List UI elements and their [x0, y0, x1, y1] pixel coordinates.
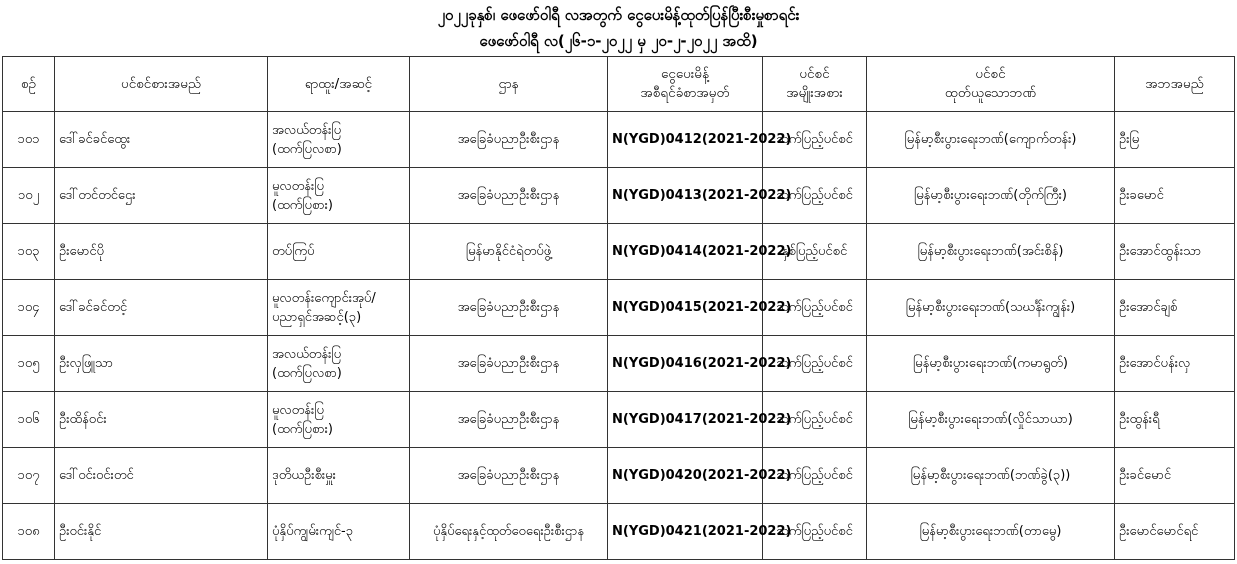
header-father-name: အဘအမည် [1115, 57, 1235, 112]
table-header-row [3, 57, 1235, 112]
title-line-2: ဖေဖော်ဝါရီ လ(၂၆-၁-၂၀၂၂ မှ ၂၀-၂-၂၀၂၂ အထိ) [479, 32, 758, 50]
rank-cell [268, 448, 410, 504]
table-body [3, 112, 1235, 560]
pension-type: သက်ပြည့်ပင်စင် [763, 336, 867, 392]
header-pension-type [763, 57, 867, 112]
header-order-no-line2: အစီရင်ခံစာအမှတ် [640, 85, 730, 101]
payment-order-number: N(YGD)0416(2021-2022) [608, 336, 763, 392]
bank: မြန်မာ့စီးပွားရေးဘဏ်(လှိုင်သာယာ) [867, 392, 1115, 448]
pensioner-name: ဒေါ်ခင်ခင်တင့် [55, 280, 268, 336]
header-pension-type-line1: ပင်စင် [799, 66, 830, 82]
pension-type: သက်ပြည့်ပင်စင် [763, 448, 867, 504]
pensioner-name: ဒေါ်တင်တင်ဌေး [55, 168, 268, 224]
rank-line1: မူလတန်းပြ [272, 402, 324, 418]
rank-cell [268, 392, 410, 448]
department: ပုံနှိပ်ရေးနှင့်ထုတ်ဝေရေးဦးစီးဌာန [410, 504, 608, 560]
rank-line2: (ထက်ပြစား) [272, 421, 333, 437]
rank-cell [268, 224, 410, 280]
table-row [3, 504, 1235, 560]
father-name: ဦးခမောင် [1115, 168, 1235, 224]
rank-cell [268, 112, 410, 168]
father-name: ဦးမောင်မောင်ရင် [1115, 504, 1235, 560]
father-name: ဦးအောင်ချစ် [1115, 280, 1235, 336]
rank-line1: မူလတန်းကျောင်းအုပ်/ [272, 290, 376, 306]
pensioner-name: ဦးမောင်ပို [55, 224, 268, 280]
payment-order-number: N(YGD)0412(2021-2022) [608, 112, 763, 168]
payment-order-number: N(YGD)0421(2021-2022) [608, 504, 763, 560]
header-bank-line2: ထုတ်ယူသောဘဏ် [944, 85, 1037, 101]
pension-type: သက်ပြည့်ပင်စင် [763, 280, 867, 336]
row-number: ၁၀၁ [3, 112, 55, 168]
row-number: ၁၀၅ [3, 336, 55, 392]
table-row [3, 224, 1235, 280]
table-row [3, 448, 1235, 504]
table-row [3, 336, 1235, 392]
header-bank [867, 57, 1115, 112]
payment-order-number: N(YGD)0413(2021-2022) [608, 168, 763, 224]
father-name: ဦးထွန်းရီ [1115, 392, 1235, 448]
table-row [3, 392, 1235, 448]
rank-cell [268, 504, 410, 560]
row-number: ၁၀၈ [3, 504, 55, 560]
rank-line2: (ထက်ပြလစာ) [272, 365, 342, 381]
rank-line1: အလယ်တန်းပြ [272, 346, 342, 362]
title-line-1: ၂၀၂၂ခုနှစ်၊ ဖေဖော်ဝါရီ လအတွက် ငွေပေးမိန့်ထုတ်ပြန်ပြီးစီးမှုစာရင်း [437, 6, 800, 24]
document-title [0, 0, 1237, 56]
row-number: ၁၀၇ [3, 448, 55, 504]
rank-line1: တပ်ကြပ် [272, 244, 315, 259]
department: အခြေခံပညာဦးစီးဌာန [410, 448, 608, 504]
header-no: စဉ် [3, 57, 55, 112]
rank-line1: ပုံနှိပ်ကျွမ်းကျင်-၃ [272, 524, 354, 539]
pension-type: သက်ပြည့်ပင်စင် [763, 168, 867, 224]
rank-line2: (ထက်ပြစား) [272, 197, 333, 213]
payment-order-number: N(YGD)0417(2021-2022) [608, 392, 763, 448]
rank-line2: ပညာရှင်အဆင့်(၃) [272, 309, 362, 325]
pensioner-name: ဦးထိန်ဝင်း [55, 392, 268, 448]
pensioner-name: ဒေါ်ဝင်းဝင်းတင် [55, 448, 268, 504]
header-order-no [608, 57, 763, 112]
pension-type: သက်ပြည့်ပင်စင် [763, 112, 867, 168]
header-pension-type-line2: အမျိုးအစား [786, 85, 843, 101]
department: မြန်မာနိုင်ငံရဲတပ်ဖွဲ့ [410, 224, 608, 280]
bank: မြန်မာ့စီးပွားရေးဘဏ်(သဃင်္န်းကျွန်း) [867, 280, 1115, 336]
rank-line1: အလယ်တန်းပြ [272, 122, 342, 138]
bank: မြန်မာ့စီးပွားရေးဘဏ်(ကမာရွတ်) [867, 336, 1115, 392]
pension-type: သက်ပြည့်ပင်စင် [763, 392, 867, 448]
table-row [3, 112, 1235, 168]
rank-cell [268, 168, 410, 224]
department: အခြေခံပညာဦးစီးဌာန [410, 336, 608, 392]
header-rank: ရာထူး/အဆင့် [268, 57, 410, 112]
pension-register-table [2, 56, 1235, 560]
bank: မြန်မာ့စီးပွားရေးဘဏ်(ကျောက်တန်း) [867, 112, 1115, 168]
header-department: ဌာန [410, 57, 608, 112]
row-number: ၁၀၃ [3, 224, 55, 280]
department: အခြေခံပညာဦးစီးဌာန [410, 280, 608, 336]
rank-cell [268, 336, 410, 392]
department: အခြေခံပညာဦးစီးဌာန [410, 392, 608, 448]
row-number: ၁၀၂ [3, 168, 55, 224]
header-bank-line1: ပင်စင် [975, 66, 1006, 82]
payment-order-number: N(YGD)0415(2021-2022) [608, 280, 763, 336]
bank: မြန်မာ့စီးပွားရေးဘဏ်(တိုက်ကြီး) [867, 168, 1115, 224]
bank: မြန်မာ့စီးပွားရေးဘဏ်(အင်းစိန်) [867, 224, 1115, 280]
table-row [3, 280, 1235, 336]
bank: မြန်မာ့စီးပွားရေးဘဏ်(ဘဏ်ခွဲ(၃)) [867, 448, 1115, 504]
father-name: ဦးအောင်ပန်းလှ [1115, 336, 1235, 392]
header-order-no-line1: ငွေပေးမိန့် [661, 66, 709, 82]
rank-line2: (ထက်ပြလစာ) [272, 141, 342, 157]
pension-type: နှစ်ပြည့်ပင်စင် [763, 224, 867, 280]
rank-line1: မူလတန်းပြ [272, 178, 324, 194]
department: အခြေခံပညာဦးစီးဌာန [410, 168, 608, 224]
rank-line1: ဒုတိယဦးစီးမှူး [272, 468, 336, 483]
row-number: ၁၀၄ [3, 280, 55, 336]
department: အခြေခံပညာဦးစီးဌာန [410, 112, 608, 168]
father-name: ဦးမြ [1115, 112, 1235, 168]
row-number: ၁၀၆ [3, 392, 55, 448]
pensioner-name: ဦးလှဖြူသာ [55, 336, 268, 392]
pensioner-name: ဦးဝင်းနိုင် [55, 504, 268, 560]
payment-order-number: N(YGD)0420(2021-2022) [608, 448, 763, 504]
father-name: ဦးခင်မောင် [1115, 448, 1235, 504]
header-pensioner-name: ပင်စင်စားအမည် [55, 57, 268, 112]
pensioner-name: ဒေါ်ခင်ခင်ထွေး [55, 112, 268, 168]
pension-type: သက်ပြည့်ပင်စင် [763, 504, 867, 560]
father-name: ဦးအောင်ထွန်းသာ [1115, 224, 1235, 280]
table-row [3, 168, 1235, 224]
payment-order-number: N(YGD)0414(2021-2022) [608, 224, 763, 280]
rank-cell [268, 280, 410, 336]
bank: မြန်မာ့စီးပွားရေးဘဏ်(တာမွေ) [867, 504, 1115, 560]
